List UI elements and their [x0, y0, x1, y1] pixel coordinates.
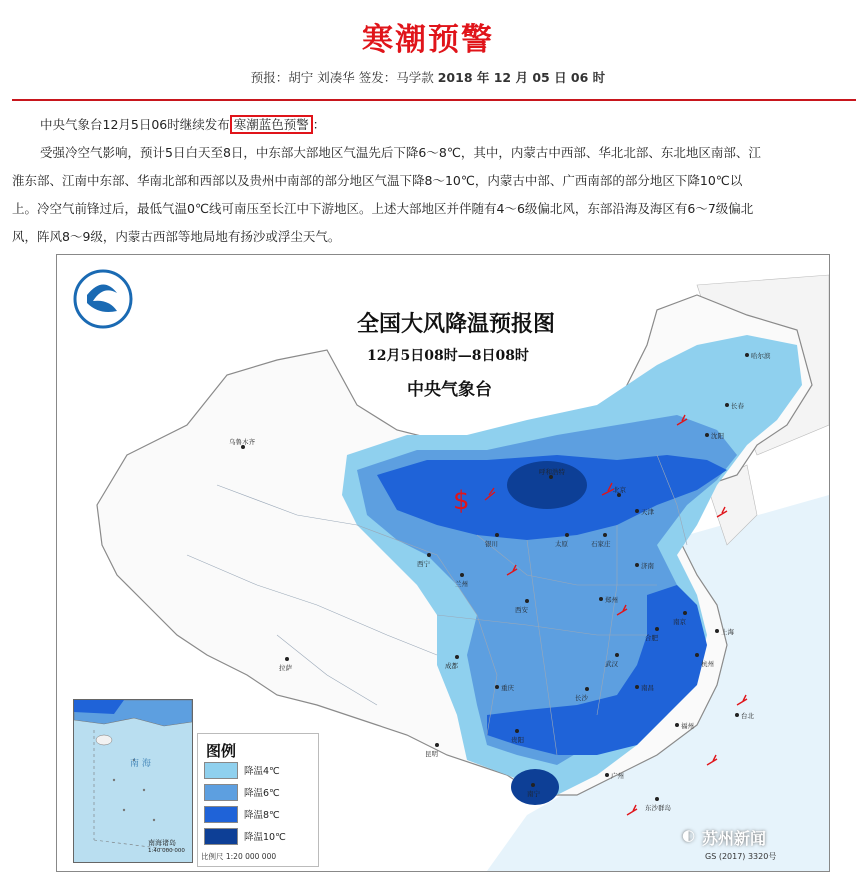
byline-authors: 预报：胡宁 刘凑华 签发：马学款 [250, 70, 434, 85]
map-scale: 比例尺 1:20 000 000 [201, 852, 277, 861]
legend-item [204, 828, 314, 846]
legend-item [204, 784, 314, 802]
city-label: 沈阳 [711, 432, 724, 440]
city-label: 天津 [641, 508, 654, 516]
city-label: 武汉 [605, 660, 618, 668]
map-period: 12月5日08时—8日08时 [367, 348, 529, 364]
wechat-icon: ◐ [682, 826, 696, 844]
city-label: 南京 [673, 618, 686, 626]
legend-label: 降温4℃ [244, 766, 280, 777]
watermark-text: 苏州新闻 [702, 829, 767, 848]
south-china-sea-inset [73, 699, 193, 863]
approval-number: GS (2017) 3320号 [705, 852, 777, 861]
city-label: 昆明 [425, 750, 438, 758]
article-title: 寒潮预警 [362, 22, 494, 58]
paragraph-line-1: 受强冷空气影响，预计5日白天至8日，中东部大部地区气温先后下降6～8℃，其中，内蒙古中西部、华北北部、东北地区南部、江 [40, 145, 761, 160]
cma-logo-icon [75, 271, 131, 327]
byline [0, 68, 856, 86]
inset-title: 南海诸岛 [148, 839, 176, 847]
inset-sea-label: 南 海 [130, 759, 151, 769]
inset-scale: 1:40 000 000 [148, 848, 185, 854]
city-label: 重庆 [501, 684, 514, 692]
city-label: 拉萨 [279, 664, 292, 672]
city-label: 东沙群岛 [645, 804, 671, 812]
city-label: 济南 [641, 562, 654, 570]
city-label: 银川 [485, 540, 498, 548]
map-legend [197, 733, 319, 867]
city-label: 太原 [555, 540, 568, 548]
paragraph-intro [40, 112, 856, 138]
paragraph-line-2: 淮东部、江南中东部、华南北部和西部以及贵州中南部的部分地区气温下降8～10℃，内蒙古中部、广西南部的部分地区下降10℃以 [12, 173, 743, 188]
city-label: 长沙 [575, 694, 588, 702]
legend-label: 降温6℃ [244, 788, 280, 799]
city-label: 呼和浩特 [539, 468, 565, 476]
city-label: 台北 [741, 712, 754, 720]
city-label: 石家庄 [591, 540, 611, 548]
city-label: 西宁 [417, 560, 430, 568]
legend-title: 图例 [206, 742, 237, 760]
byline-date: 2018 年 12 月 05 日 06 时 [437, 70, 606, 85]
city-label: 长春 [731, 402, 744, 410]
city-label: 南宁 [527, 790, 540, 798]
legend-item [204, 762, 314, 780]
legend-label: 降温8℃ [244, 810, 280, 821]
legend-swatch [204, 828, 238, 845]
city-label: 贵阳 [511, 736, 524, 744]
map-title: 全国大风降温预报图 [357, 311, 556, 337]
intro-text: 中央气象台12月5日06时继续发布 [40, 117, 230, 132]
header-divider [12, 99, 856, 101]
city-label: 西安 [515, 606, 528, 614]
paragraph-line-4: 风，阵风8～9级，内蒙古西部等地局地有扬沙或浮尘天气。 [12, 229, 341, 244]
legend-swatch [204, 762, 238, 779]
city-label: 北京 [613, 486, 626, 494]
legend-item [204, 806, 314, 824]
forecast-map [56, 254, 830, 872]
city-label: 哈尔滨 [751, 352, 771, 360]
city-label: 兰州 [455, 580, 468, 588]
city-label: 郑州 [605, 596, 618, 604]
map-issuer: 中央气象台 [407, 380, 492, 400]
city-label: 杭州 [701, 660, 714, 668]
city-label: 上海 [721, 628, 734, 636]
legend-swatch [204, 806, 238, 823]
city-label: 南昌 [641, 684, 654, 692]
cooling-10c-south [511, 769, 559, 805]
city-label: 福州 [681, 722, 694, 730]
city-label: 合肥 [645, 634, 658, 642]
warning-highlight: 寒潮蓝色预警 [230, 115, 313, 134]
intro-colon: ： [312, 117, 326, 132]
legend-label: 降温10℃ [244, 832, 286, 843]
city-label: 广州 [611, 772, 624, 780]
paragraph-line-3: 上。冷空气前锋过后，最低气温0℃线可南压至长江中下游地区。上述大部地区并伴随有4～6级偏北风，东部沿海及海区有6～7级偏北 [12, 201, 754, 216]
city-label: 成都 [445, 662, 458, 670]
dust-symbol-icon: $ [453, 486, 470, 516]
city-label: 乌鲁木齐 [229, 438, 255, 446]
legend-swatch [204, 784, 238, 801]
